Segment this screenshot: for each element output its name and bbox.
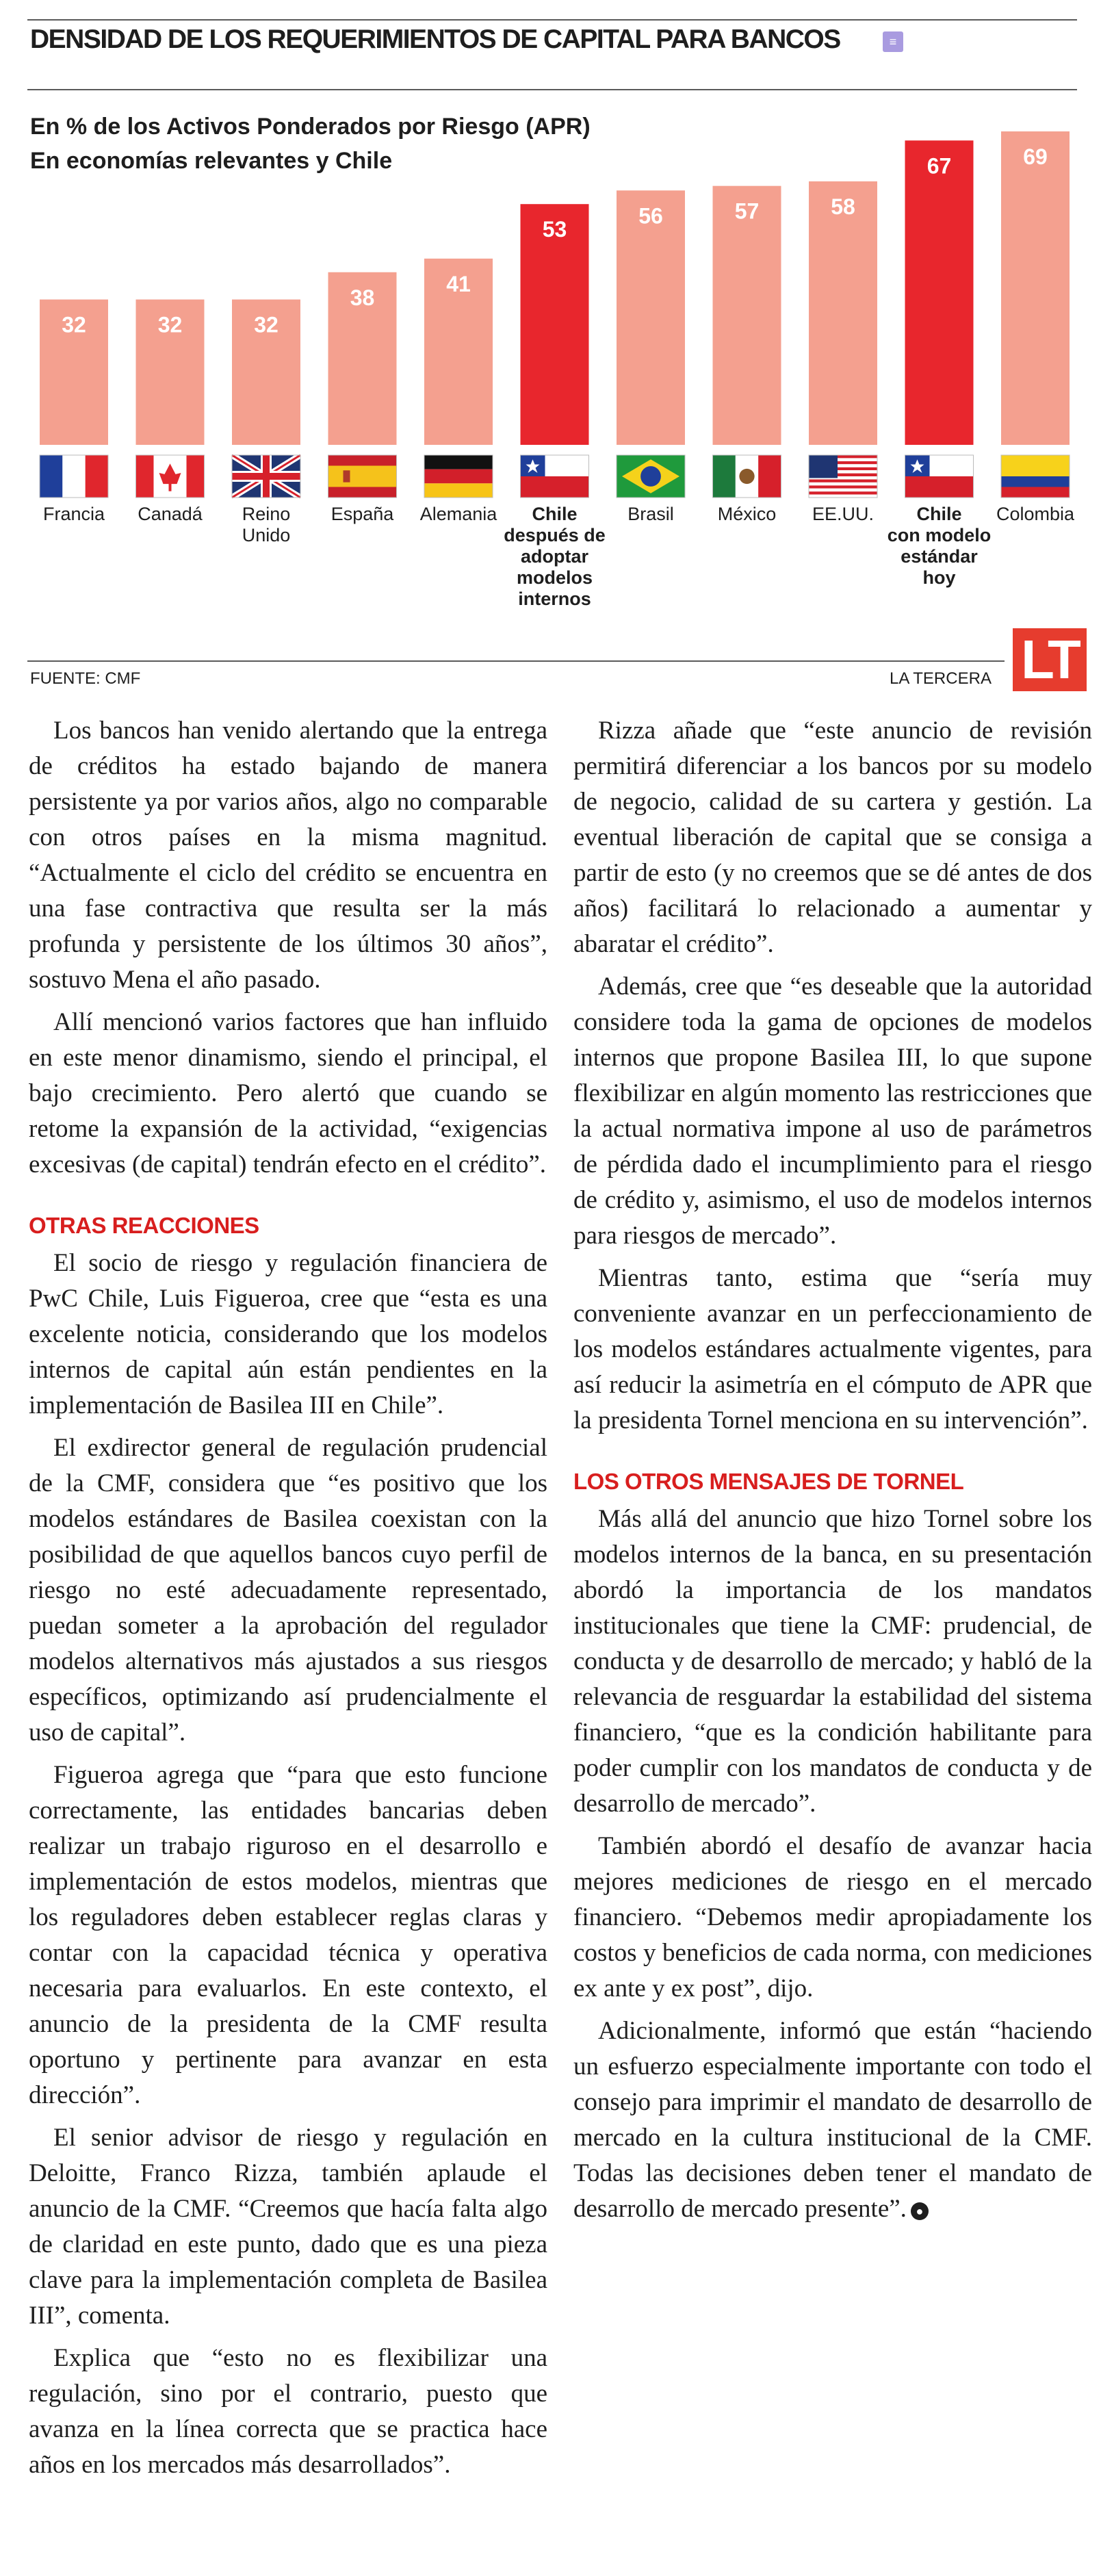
bar-8 <box>809 181 877 445</box>
chart-subtitle-line-1: En % de los Activos Ponderados por Riesgo (APR) <box>30 114 591 140</box>
category-label: Unido <box>242 525 291 545</box>
source-text: FUENTE: CMF <box>30 669 141 688</box>
bar-10 <box>1001 131 1070 445</box>
article-paragraph <box>29 2120 547 2334</box>
value-label: 32 <box>254 312 278 337</box>
value-label: 41 <box>446 271 471 296</box>
paragraph-text: Más allá del anuncio que hizo Tornel sobre los modelos internos de la banca, en su presentación abordó la importancia de los mandatos institucionales que tiene la CMF: prudencial, de conducta y de desarrollo de mercado; y habló de la relevancia de resguardar la estabilidad del sistema financiero, “que es la condición habilitante para poder cumplir con los mandatos de conducta y de desarrollo de mercado”. <box>573 1505 1092 1818</box>
section-heading-text: OTRAS REACCIONES <box>29 1213 259 1238</box>
brazil-flag-icon <box>617 455 685 498</box>
section-heading-text: LOS OTROS MENSAJES DE TORNEL <box>573 1469 964 1494</box>
category-label: España <box>331 504 394 524</box>
article-column-right <box>573 713 1092 2234</box>
end-of-article-icon: ● <box>911 2202 929 2220</box>
paragraph-text: También abordó el desafío de avanzar hacia mejores mediciones de riesgo en el mercado financiero. “Debemos medir apropiadamente los costos y beneficios de cada norma, con mediciones ex ante y ex post”, dijo. <box>573 1832 1092 2002</box>
bar-9 <box>905 140 974 445</box>
paragraph-text: Figueroa agrega que “para que esto funcione correctamente, las entidades bancarias deben realizar un trabajo riguroso en el desarrollo e implementación de estos modelos, mientras que los reguladores deben establecer reglas claras y contar con la capacidad técnica y operativa necesaria para evaluarlos. En este contexto, el anuncio de la presidenta de la CMF resulta oportuno y pertinente para avanzar en esta dirección”. <box>29 1761 547 2109</box>
category-label: estándar <box>901 546 978 567</box>
value-label: 57 <box>734 198 760 224</box>
germany-flag-icon <box>424 455 493 498</box>
colombia-flag-icon <box>1001 455 1070 498</box>
category-label: Colombia <box>996 504 1075 524</box>
category-label: Chile <box>916 504 962 524</box>
canada-flag-icon <box>136 455 205 498</box>
category-label: Alemania <box>419 504 497 524</box>
paragraph-text: Los bancos han venido alertando que la entrega de créditos ha estado bajando de manera persistente ya por varios años, algo no comparable con otros países en la misma magnitud. “Actualmente el ciclo del crédito se encuentra en una fase contractiva que resulta ser la más profunda y persistente de los últimos 30 años”, sostuvo Mena el año pasado. <box>29 717 547 994</box>
la-tercera-logo: LT <box>1013 628 1087 691</box>
bar-chart <box>0 0 1114 657</box>
spain-flag-icon <box>328 455 397 498</box>
section-heading <box>29 1210 547 1241</box>
article-paragraph <box>573 2013 1092 2227</box>
mexico-flag-icon <box>713 455 781 498</box>
uk-flag-icon <box>232 455 300 498</box>
usa-flag-icon <box>809 455 877 498</box>
chile-flag-icon <box>905 455 974 498</box>
article-paragraph <box>29 1430 547 1751</box>
category-label: hoy <box>922 567 956 588</box>
source-rule <box>27 660 1005 662</box>
section-heading <box>573 1466 1092 1497</box>
article-paragraph <box>29 1246 547 1424</box>
category-label: Chile <box>532 504 578 524</box>
paragraph-text: El socio de riesgo y regulación financiera de PwC Chile, Luis Figueroa, cree que “esta es una excelente noticia, considerando que los modelos internos de capital aún están pendientes en la implementación de Basilea III en Chile”. <box>29 1249 547 1419</box>
paragraph-text: El exdirector general de regulación prudencial de la CMF, considera que “es positivo que los modelos estándares de Basilea coexistan con la posibilidad de que aquellos bancos cuyo perfil de riesgo no esté adecuadamente representado, puedan someter a la aprobación del regulador modelos alternativos más ajustados a sus riesgos específicos, optimizando así prudencialmente el uso de capital”. <box>29 1434 547 1747</box>
category-label: EE.UU. <box>812 504 875 524</box>
category-label: Francia <box>42 504 105 524</box>
article-paragraph <box>29 2341 547 2483</box>
article-paragraph <box>573 1502 1092 1822</box>
article-paragraph <box>29 713 547 998</box>
category-label: modelos <box>516 567 593 588</box>
category-label: México <box>717 504 777 524</box>
category-label: Brasil <box>627 504 674 524</box>
publisher-name: LA TERCERA <box>890 669 992 688</box>
article-paragraph <box>29 1757 547 2113</box>
article-column-left <box>29 713 547 2490</box>
paragraph-text: El senior advisor de riesgo y regulación en Deloitte, Franco Rizza, también aplaude el anuncio de la CMF. “Creemos que hacía falta algo de claridad en este punto, dado que es una pieza clave para la implementación completa de Basilea III”, comenta. <box>29 2124 547 2330</box>
category-label: con modelo <box>887 525 992 545</box>
article-paragraph <box>573 713 1092 962</box>
category-label: Reino <box>242 504 291 524</box>
chile-flag-icon <box>521 455 589 498</box>
paragraph-text: Adicionalmente, informó que están “haciendo un esfuerzo especialmente importante con todo el consejo para imprimir el mandato de desarrollo de mercado en la cultura institucional de la CMF. Todas las decisiones deben tener el mandato de desarrollo de mercado presente”. <box>573 2017 1092 2223</box>
value-label: 69 <box>1023 144 1048 169</box>
paragraph-text: Allí mencionó varios factores que han influido en este menor dinamismo, siendo el principal, el bajo crecimiento. Pero alertó que cuando se retome la expansión de la actividad, “exigencias excesivas (de capital) tendrán efecto en el crédito”. <box>29 1008 547 1178</box>
value-label: 56 <box>638 203 663 229</box>
article-paragraph <box>573 1261 1092 1439</box>
france-flag-icon <box>40 455 108 498</box>
article-paragraph <box>573 1829 1092 2007</box>
paragraph-text: Explica que “esto no es flexibilizar una regulación, sino por el contrario, puesto que avanza en la línea correcta que se practica hace años en los mercados más desarrollados”. <box>29 2344 547 2479</box>
bar-7 <box>713 186 781 445</box>
value-label: 32 <box>157 312 183 337</box>
value-label: 58 <box>831 194 855 220</box>
value-label: 67 <box>927 153 952 179</box>
infographic-title: DENSIDAD DE LOS REQUERIMIENTOS DE CAPITAL PARA BANCOS <box>30 25 840 54</box>
chart-subtitle-line-2: En economías relevantes y Chile <box>30 148 393 174</box>
paragraph-text: Mientras tanto, estima que “sería muy conveniente avanzar en un perfeccionamiento de los modelos estándares actualmente vigentes, para así reducir la asimetría en el cómputo de APR que la presidenta Tornel menciona en su intervención”. <box>573 1264 1092 1434</box>
value-label: 32 <box>62 312 86 337</box>
category-label: después de <box>504 525 606 545</box>
paragraph-text: Rizza añade que “este anuncio de revisión permitirá diferenciar a los bancos por su modelo de negocio, calidad de su cartera y gestión. La eventual liberación de capital que se consiga a partir de esto (y no creemos que se dé antes de dos años) facilitará lo relacionado a aumentar y abaratar el crédito”. <box>573 717 1092 958</box>
bar-6 <box>617 190 685 445</box>
article-paragraph <box>29 1005 547 1183</box>
value-label: 53 <box>542 217 567 242</box>
value-label: 38 <box>350 285 375 310</box>
note-icon[interactable]: ≡ <box>883 31 903 52</box>
category-label: adoptar <box>520 546 589 567</box>
paragraph-text: Además, cree que “es deseable que la autoridad considere toda la gama de opciones de modelos internos que propone Basilea III, lo que supone flexibilizar en algún momento las restricciones que la actual normativa impone al uso de parámetros de pérdida dado el incumplimiento para el riesgo de crédito y, asimismo, el uso de modelos internos para riesgos de mercado”. <box>573 973 1092 1250</box>
article-paragraph <box>573 969 1092 1254</box>
category-label: internos <box>518 589 591 609</box>
category-label: Canadá <box>138 504 203 524</box>
